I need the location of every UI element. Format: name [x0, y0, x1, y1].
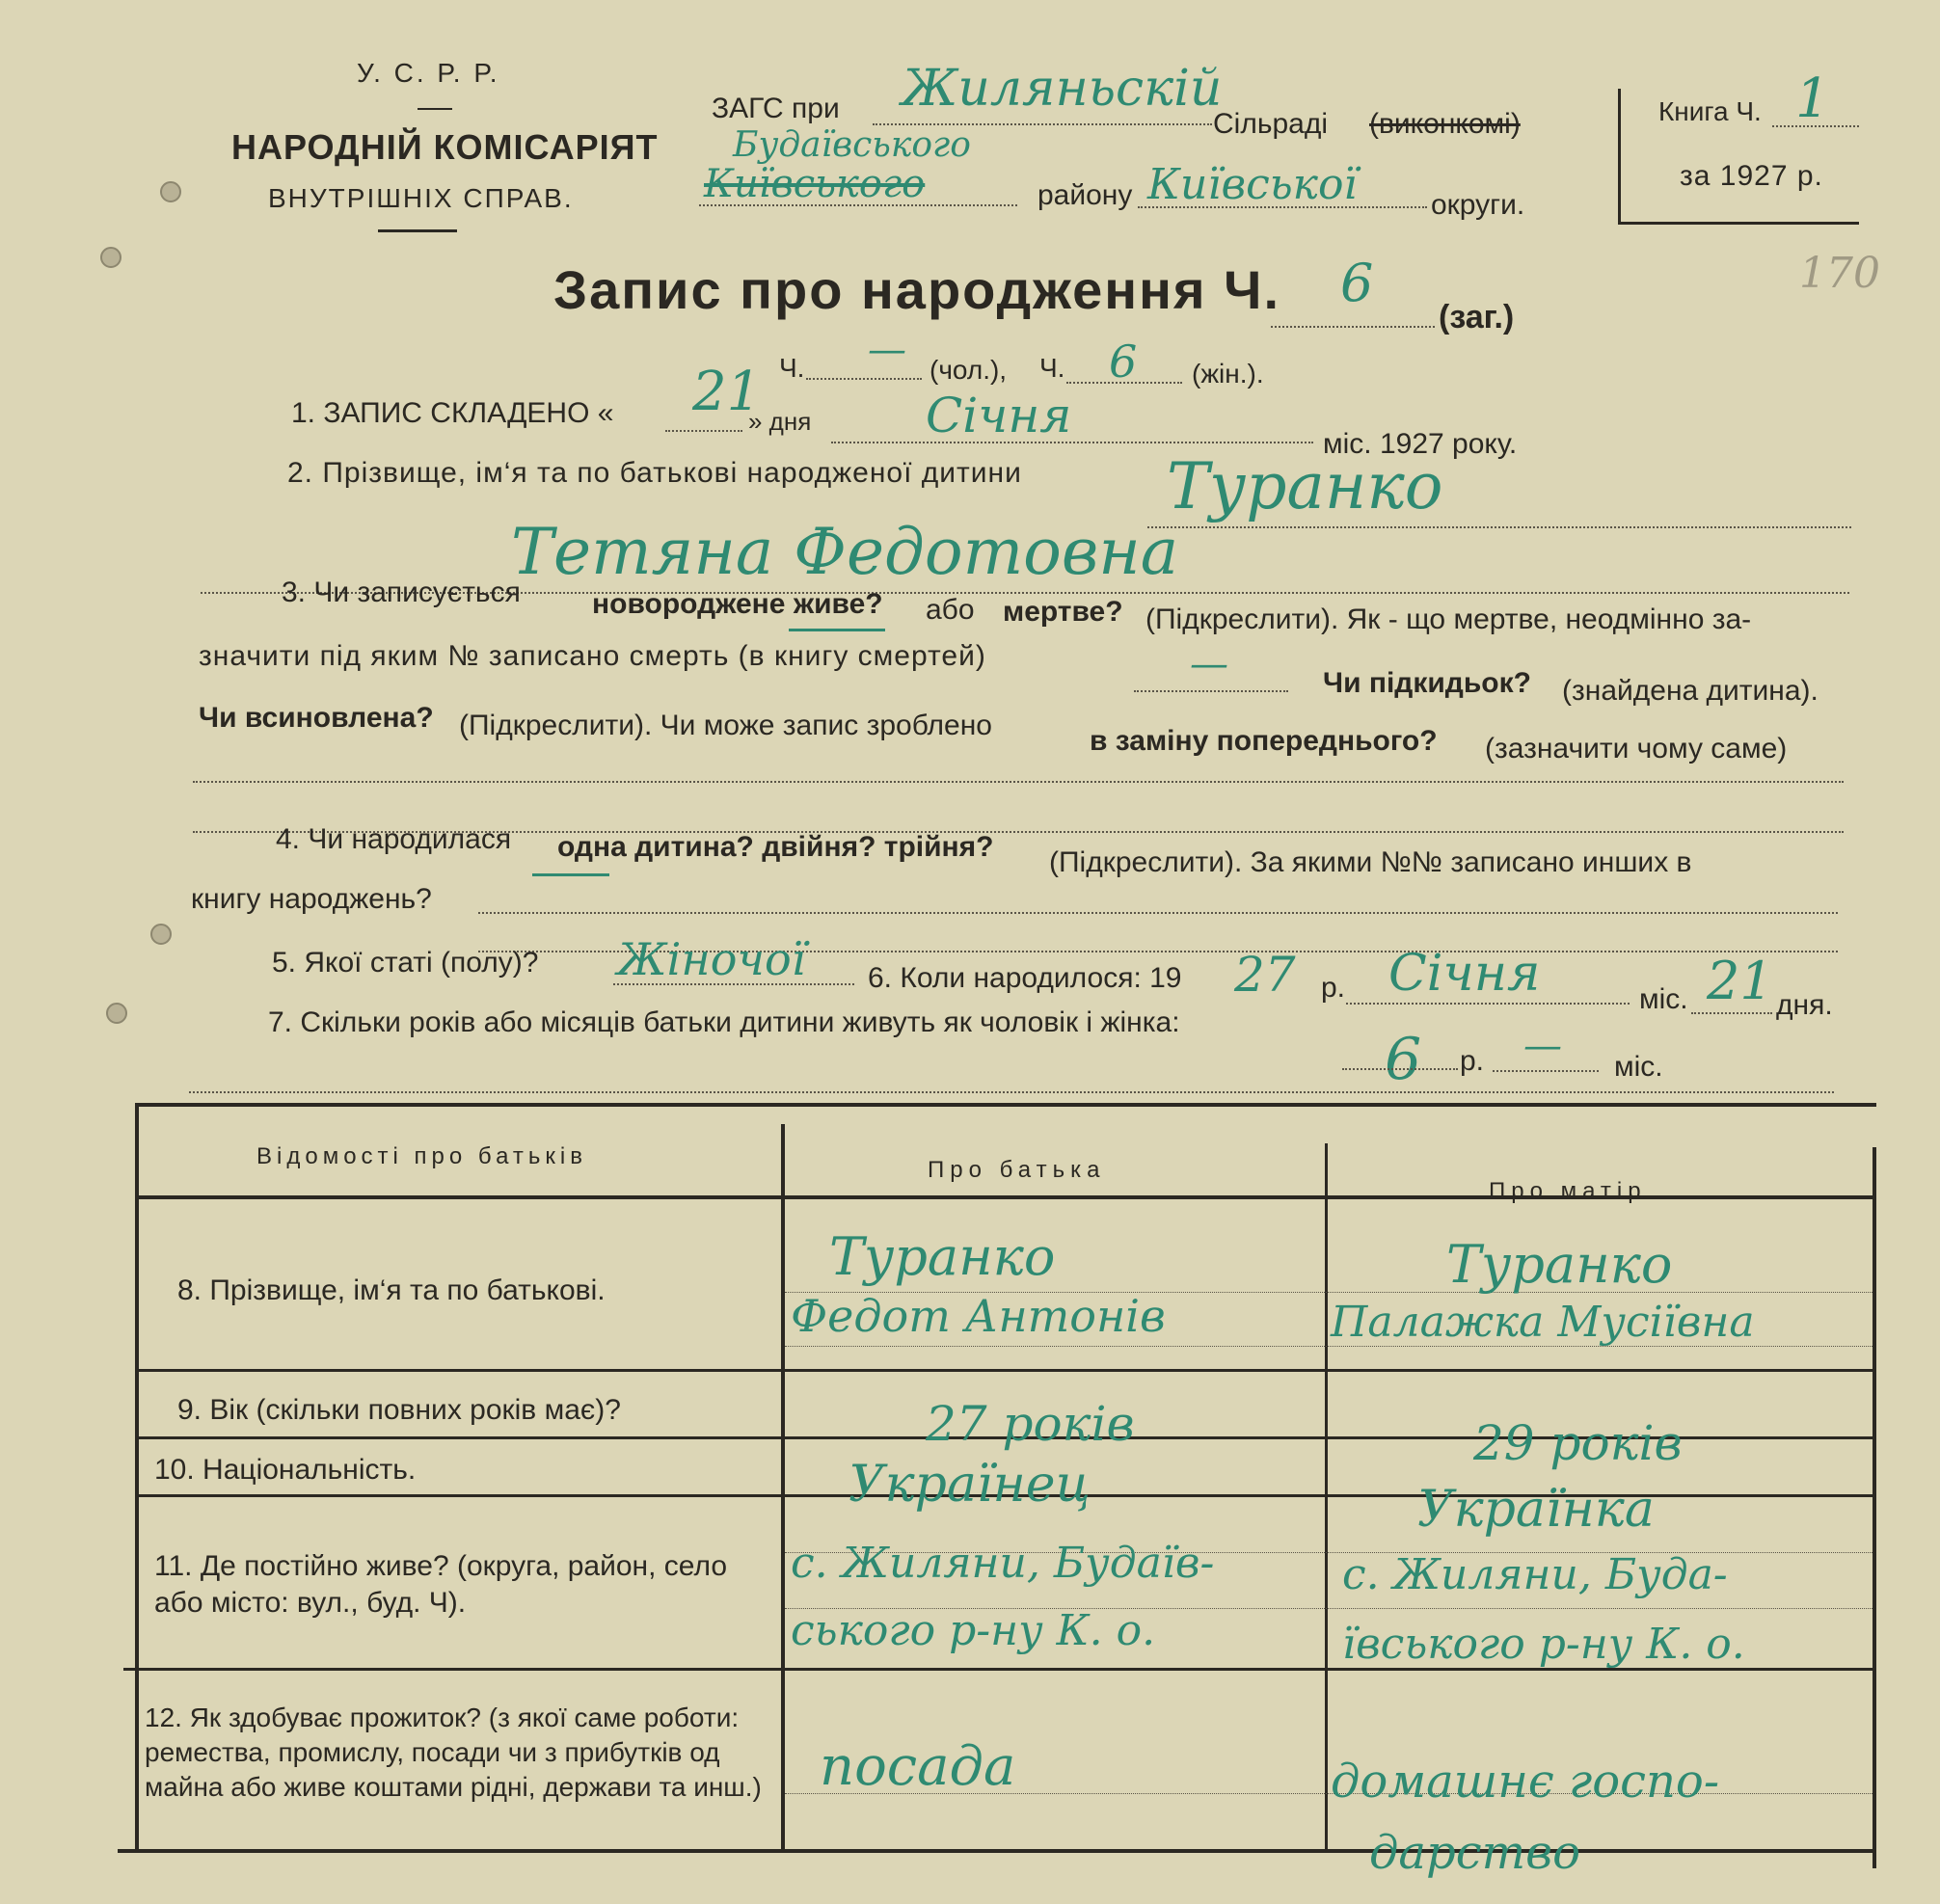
table-col-divider-2 — [1325, 1143, 1328, 1853]
q4-line1-a: 4. Чи народилася — [276, 823, 512, 855]
district-label: району — [1037, 179, 1133, 211]
q2-surname-dotline — [1147, 526, 1851, 528]
q3-alive-underline — [789, 629, 885, 631]
q4-line1-c: (Підкреслити). За якими №№ записано инших в — [1049, 846, 1692, 878]
q5-value: Жіночої — [617, 933, 806, 985]
punch-hole — [100, 247, 121, 268]
female-count-suffix: (жін.). — [1192, 359, 1264, 389]
q6-year-r: р. — [1321, 972, 1346, 1004]
q6-day-dotline — [1691, 1012, 1772, 1014]
q6-label: 6. Коли народилося: 19 — [868, 962, 1182, 994]
punch-hole — [150, 924, 172, 945]
table-right — [1873, 1147, 1876, 1868]
book-dotline — [1772, 125, 1859, 127]
q1-label: 1. ЗАПИС СКЛАДЕНО « — [291, 397, 614, 429]
q6-year: 27 — [1234, 947, 1296, 1003]
punch-hole — [106, 1003, 127, 1024]
male-count-suffix: (чол.), — [930, 355, 1008, 385]
q4-line1-b: одна дитина? двійня? трійня? — [557, 831, 994, 863]
district-handwritten-top: Будаївського — [733, 125, 971, 165]
book-box-left — [1618, 89, 1621, 224]
q6-day: 21 — [1707, 951, 1773, 1011]
table-top — [137, 1103, 1876, 1107]
q6-mis: міс. — [1639, 983, 1688, 1015]
punch-hole — [160, 181, 181, 202]
female-count-value: 6 — [1109, 335, 1138, 388]
q5-label: 5. Якої статі (полу)? — [272, 947, 539, 979]
q3-line3-c: в заміну попереднього? — [1090, 725, 1438, 757]
q7-label: 7. Скільки років або місяців батьки дитини живуть як чоловік і жінка: — [268, 1006, 1180, 1038]
row-10-father: Українец — [849, 1456, 1091, 1514]
q1-month-dotline — [831, 442, 1313, 443]
record-title: Запис про народження Ч. — [553, 259, 1281, 320]
okruha-handwritten: Київської — [1147, 160, 1358, 209]
q7-mis-label: міс. — [1614, 1051, 1663, 1083]
row-11-label: 11. Де постійно живе? (округа, район, село або місто: вул., буд. Ч). — [154, 1550, 728, 1619]
q3-line2-a: значити під яким № записано смерть (в книгу смертей) — [199, 640, 986, 672]
q1-year: міс. 1927 року. — [1323, 428, 1518, 460]
table-bottom — [118, 1849, 1876, 1853]
district-dotline — [699, 204, 1017, 206]
q5-dotline — [613, 983, 854, 985]
record-suffix: (заг.) — [1439, 299, 1515, 335]
q3-line2-b: Чи підкидьок? — [1323, 667, 1531, 699]
table-col-divider-1 — [781, 1124, 785, 1853]
selrada-handwritten: Жиляньскій — [902, 60, 1223, 118]
q2-name: Тетяна Федотовна — [511, 515, 1179, 589]
row-12-mother-line2: дарство — [1369, 1826, 1580, 1880]
table-header-mother: Про матір — [1489, 1178, 1647, 1204]
okruha-dotline — [1138, 206, 1427, 208]
q3-line1-a: 3. Чи записується — [282, 577, 521, 608]
male-count-value: — — [868, 328, 906, 372]
q3-line3-b: (Підкреслити). Чи може запис зроблено — [459, 710, 992, 741]
q4-line2: книгу народжень? — [191, 883, 432, 915]
q3-line2-value: — — [1190, 642, 1228, 686]
archive-mark: 170 — [1799, 249, 1880, 298]
row-8-father-line1: Туранко — [829, 1226, 1056, 1287]
book-year: за 1927 р. — [1680, 160, 1823, 192]
q7-years: 6 — [1385, 1026, 1422, 1093]
row-9-label: 9. Вік (скільки повних років має)? — [177, 1394, 621, 1426]
q3-line2-dotline — [1134, 690, 1288, 692]
q3-line3-d: (зазначити чому саме) — [1485, 733, 1788, 764]
okruha-label: округи. — [1431, 189, 1525, 221]
book-box-bottom — [1618, 222, 1859, 225]
female-count-label: Ч. — [1039, 353, 1065, 383]
q1-month: Січня — [926, 388, 1072, 443]
q6-dnia: дня. — [1776, 989, 1833, 1021]
table-header-father: Про батька — [928, 1157, 1106, 1183]
row-12-father: посада — [820, 1735, 1016, 1798]
q7-dotline-2 — [189, 1091, 1834, 1093]
record-number: 6 — [1340, 253, 1374, 313]
q3-line1-c: або — [926, 594, 975, 626]
row-8-mother-line1: Туранко — [1446, 1234, 1673, 1295]
q3-line1-e: (Підкреслити). Як - що мертве, неодмінно за- — [1145, 603, 1752, 635]
vykonkom-label: (виконкомі) — [1369, 108, 1521, 140]
table-header-info: Відомості про батьків — [256, 1143, 587, 1169]
row-12-mother-line1: домашнє госпо- — [1331, 1755, 1720, 1809]
row-10-mother: Українка — [1417, 1481, 1655, 1539]
male-count-label: Ч. — [779, 353, 805, 383]
q3-reason-dotline — [193, 781, 1844, 783]
row-9-mother: 29 років — [1473, 1415, 1683, 1471]
row-11-father-line2: ського р-ну К. о. — [791, 1606, 1156, 1655]
zags-prefix: ЗАГС при — [712, 93, 840, 124]
q7-r-label: р. — [1460, 1045, 1485, 1077]
row-8-father-line2: Федот Антонів — [791, 1290, 1166, 1342]
q7-years-dotline — [1342, 1068, 1458, 1070]
q1-day-dotline — [665, 430, 742, 432]
header-department: ВНУТРІШНІХ СПРАВ. — [268, 183, 574, 213]
q2-label: 2. Прізвище, ім‘я та по батькові народженої дитини — [287, 457, 1022, 489]
row-11-father-line1: с. Жиляни, Будаїв- — [791, 1539, 1215, 1588]
q3-line1-b: новороджене живе? — [592, 588, 883, 620]
selrada-label: Сільраді — [1213, 108, 1329, 140]
q3-line1-d: мертве? — [1003, 596, 1123, 628]
row-8-mother-line2: Палажка Мусіївна — [1331, 1298, 1755, 1347]
header-rule — [418, 108, 452, 110]
header-republic: У. С. Р. Р. — [357, 58, 500, 88]
row-12-label: 12. Як здобуває прожиток? (з якої саме роботи: ремества, промислу, посади чи з прибутків од майна або живе коштами рідні, держави та инш.) — [145, 1703, 762, 1802]
row-9-father: 27 років — [926, 1396, 1135, 1452]
book-label: Книга Ч. — [1658, 96, 1762, 126]
book-number: 1 — [1795, 67, 1830, 130]
header-rule — [378, 229, 457, 232]
header-commissariat: НАРОДНІЙ КОМІСАРІЯТ — [231, 127, 659, 167]
row-8-label: 8. Прізвище, ім‘я та по батькові. — [177, 1274, 606, 1306]
q2-surname: Туранко — [1167, 449, 1443, 523]
district-handwritten-struck: Київського — [704, 162, 926, 206]
q7-months: — — [1523, 1024, 1562, 1068]
record-number-dotline — [1271, 326, 1435, 328]
q7-months-dotline — [1493, 1070, 1599, 1072]
row-11-mother-line1: с. Жиляни, Буда- — [1342, 1550, 1728, 1599]
q6-month: Січня — [1388, 945, 1541, 1003]
table-row-divider-8 — [137, 1369, 1876, 1372]
row-11-mother-line2: ївського р-ну К. о. — [1342, 1620, 1745, 1669]
q4-dotline — [478, 912, 1838, 914]
q4-single-underline — [532, 873, 609, 876]
row-10-label: 10. Національність. — [154, 1454, 417, 1486]
q6-month-dotline — [1346, 1003, 1630, 1005]
table-left — [135, 1103, 139, 1853]
q1-day-close: » дня — [748, 407, 812, 436]
female-count-dotline — [1066, 382, 1182, 384]
q3-line2-c: (знайдена дитина). — [1562, 675, 1819, 707]
q3-line3-a: Чи всиновлена? — [199, 702, 434, 734]
male-count-dotline — [806, 378, 922, 380]
q1-day: 21 — [692, 361, 762, 423]
